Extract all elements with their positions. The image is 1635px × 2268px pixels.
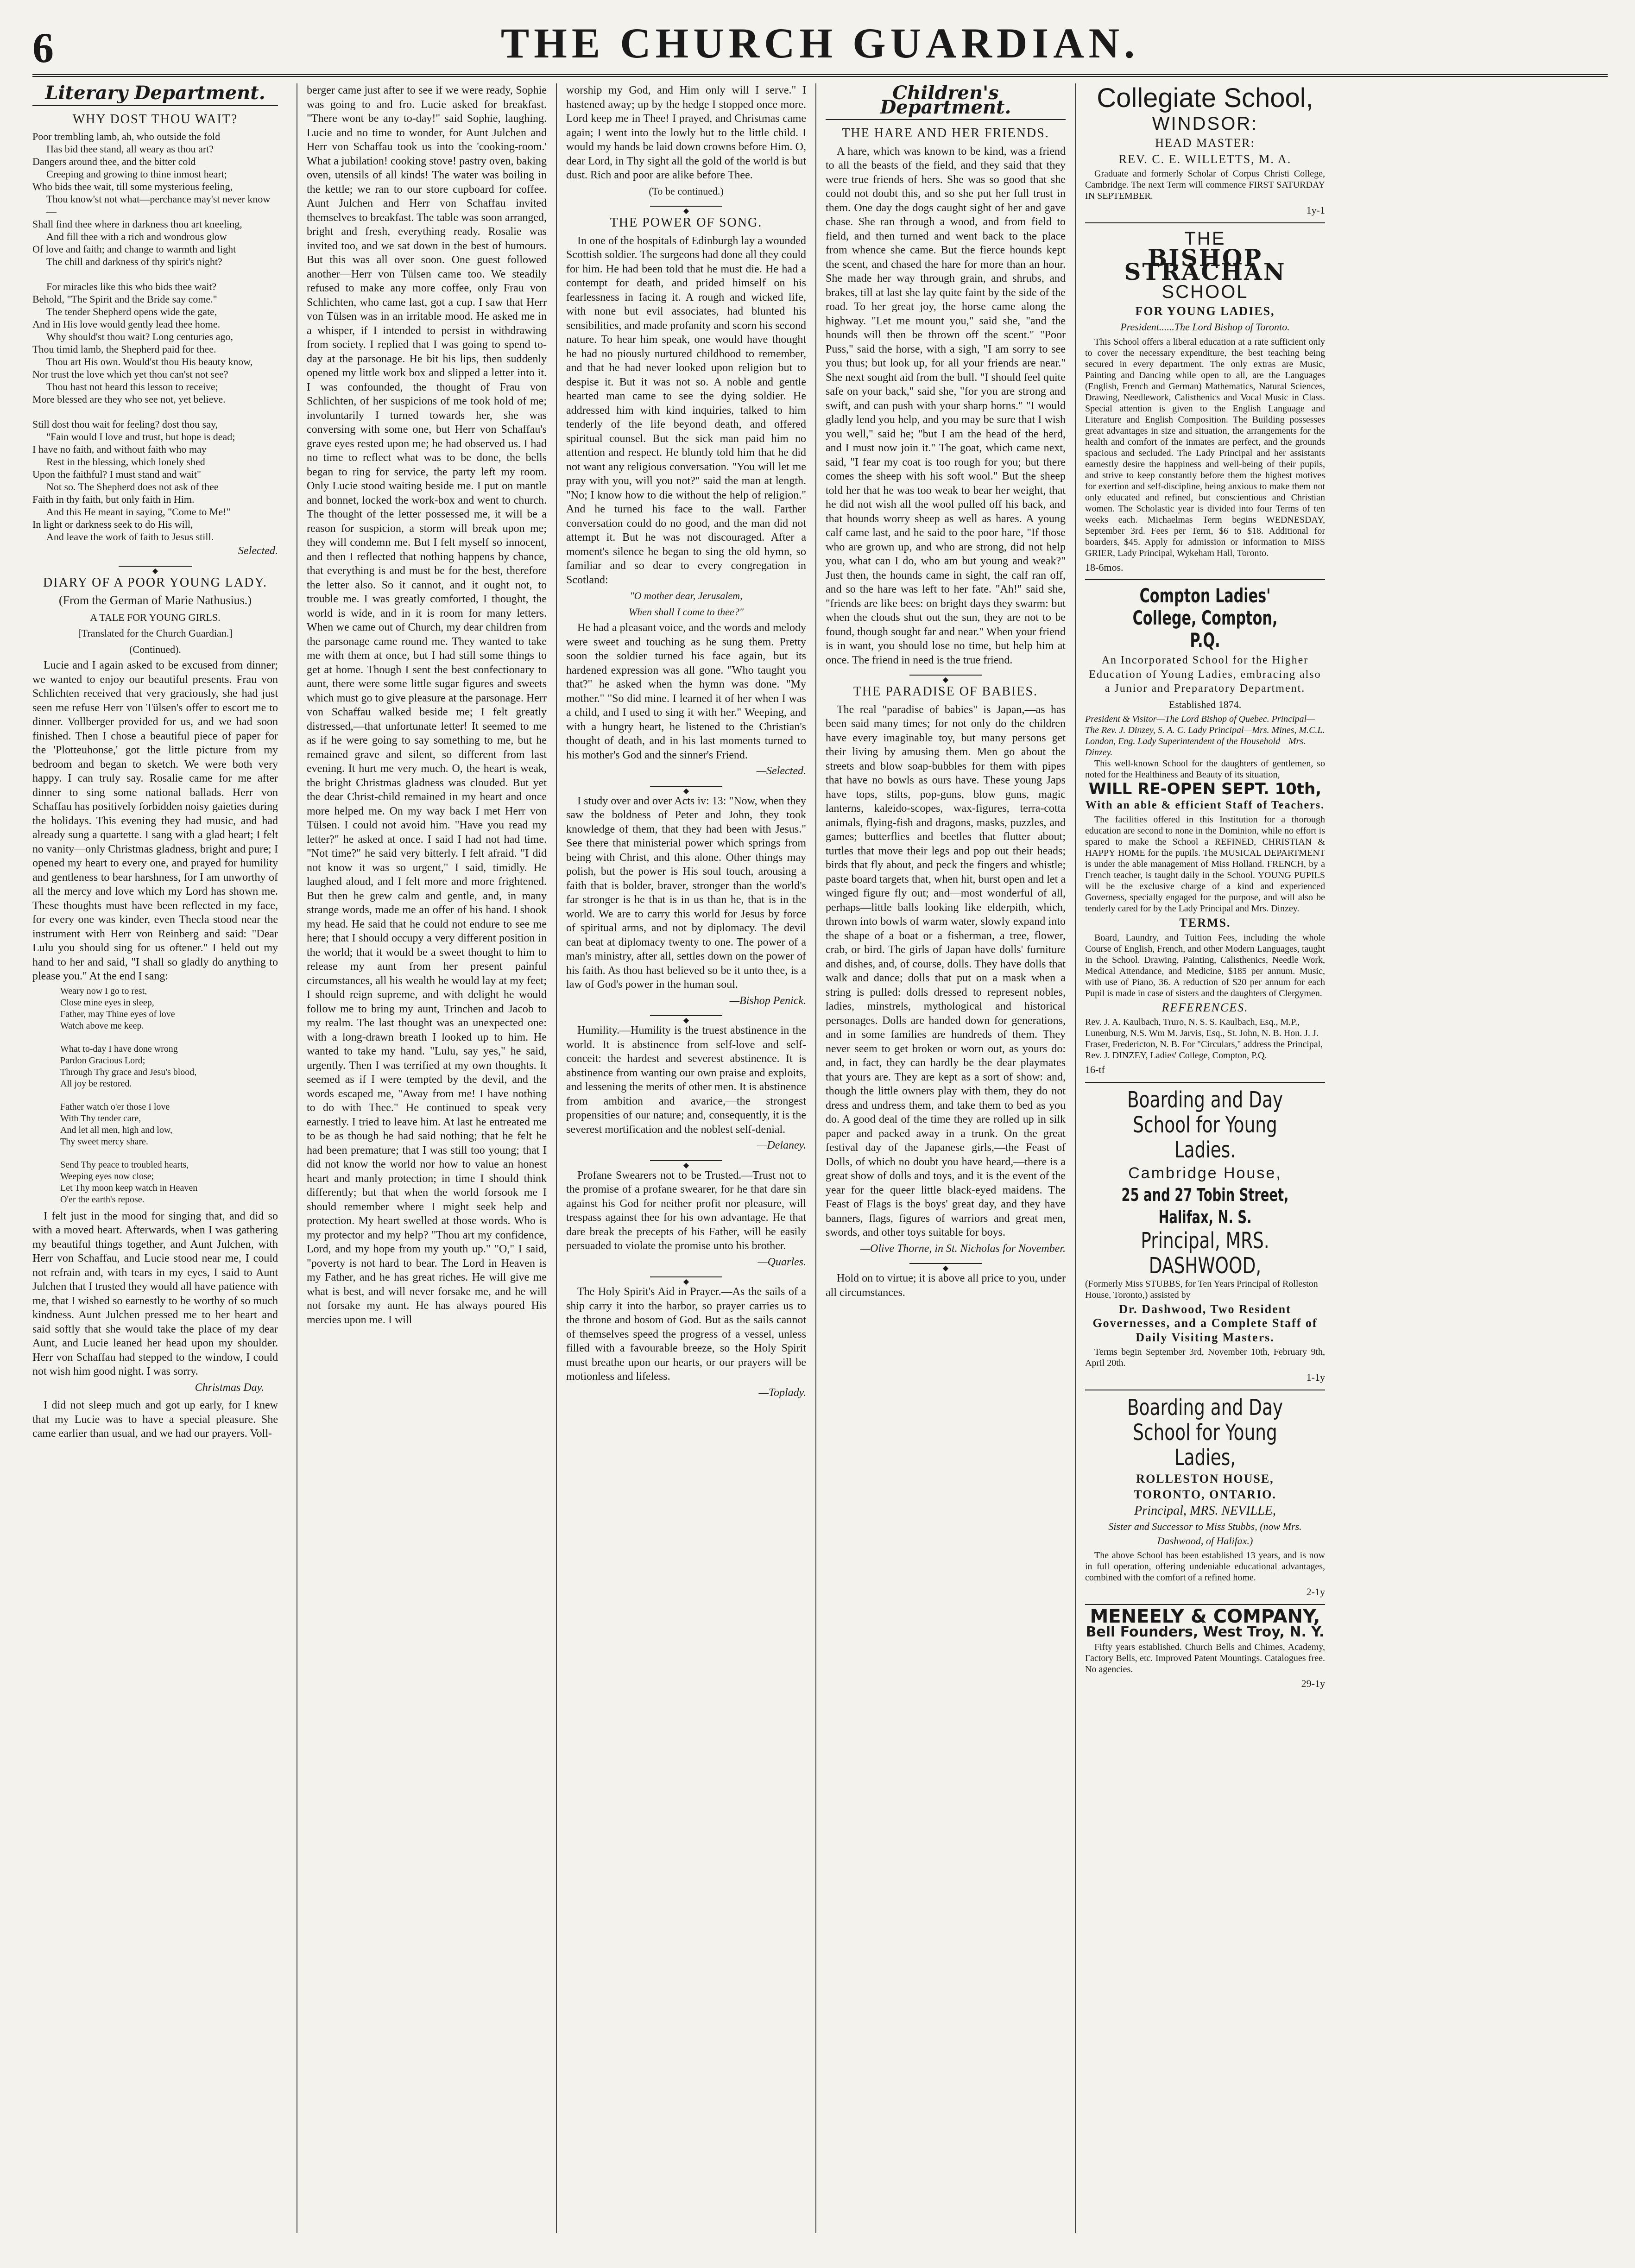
poem-line: Rest in the blessing, which lonely shed [46, 456, 205, 467]
verse-line: Pardon Gracious Lord; [60, 1055, 145, 1066]
poem-line: And leave the work of faith to Jesus still. [46, 531, 214, 543]
poem-line: Thou art His own. Would'st thou His beauty know, [46, 356, 253, 367]
story-continued: (Continued). [129, 643, 181, 655]
poem-line [32, 268, 278, 280]
masthead [32, 19, 1608, 77]
story-paragraph: Lucie and I again asked to be excused from dinner; we wanted to enjoy our beautiful presents. Frau von Schlichten received that very graciously, she had just seen me refuse Herr von Tülsen's offer to escort me to dinner. Vollberger provided for us, and we had soon finished. Then I chose a beautiful piece of paper for the 'Plotteuhonse,' got the little picture from my bedroom and began to sketch. We were both very happy. I can truly say. Rosalie came for me after dinner to sing some national ballads. Herr von Schaffau has positively forbidden noisy gaieties during the holidays. This evening they had music, and had already sung a quartette. I sang with a glad heart; I felt no vanity—only Christmas gladness, bright and pure; I opened my heart to every one, and prayed for humility and gentleness to bear harshness, for I am unworthy of all the mercy and love which my Lord has shown me. These thoughts must have been reflected in my face, for every one was kinder, even Thecla stood near the instrument with Herr von Reinberg and said: "Dear Lulu you should sing for us oftener." I held out my hand to her and said, "I shall so gladly do anything to please you." At the end I sang: [32, 659, 278, 982]
poem-line: For miracles like this who bids thee wait? [46, 281, 217, 292]
article-paragraph: A hare, which was known to be kind, was a friend to all the beasts of the field, and they said that they were true friends of hers. She was so good that she could not doubt this, and so she put her full trust in them. One day the dogs caught sight of her and gave chase. She ran through a wood, and from field to field, and then turned and went back to the place from whence she came. But the fierce hounds kept the scent, and chased the hare for more than an hour. She made her way through grain, and shrubs, and brakes, till at last she lay quite faint by the side of the road. To her great joy, the horse came along the highway. "Let me mount you," said she, "and the hounds will then be thrown off the scent." "Poor Puss," said the horse, with a sigh, "I am sorry to see you thus; but look up, for all your friends are near." She next sought aid from the bull. "I should feel quite safe on your back," said she, "for you are strong and swift, and can push with your sharp horns." "I would gladly lend you help, and you may be sure that I wish you well," said he; "but I am the head of the herd, and I must now join it." The goat, which came next, said, "I fear my coat is too rough for you; but there comes the sheep with his soft wool." But the sheep told her that he was too weak to bear her weight, that he did not wish all the wool pulled off his back, and that hounds worry sheep as well as hares. A young calf came last, and he said to the poor hare, "If those who are grown up, and who are strong, did not help you, what can I do, who am but young and weak?" Just then, the hounds came in sight, the calf ran off, and so the hare was left to her fate. "Ah!" said she, "friends are like bees: on bright days they swarm: but when the clouds shut out the sun, they are not to be found, though sought far and near." When your friend is in want, you should lose no time, but help him at once. The friend in need is the true friend. [826, 145, 1066, 666]
verse-line: Close mine eyes in sleep, [60, 997, 154, 1008]
story-title: DIARY OF A POOR YOUNG LADY. [43, 575, 267, 590]
verse-line: Weeping eyes now close; [60, 1171, 154, 1181]
ad-code: 16-tf [1085, 1064, 1105, 1075]
ad-bishop-school: SCHOOL [1162, 281, 1249, 302]
poem-line: Why should'st thou wait? Long centuries ago, [46, 331, 233, 342]
newspaper-page [32, 19, 1608, 2243]
article-title-power-of-song: THE POWER OF SONG. [610, 215, 763, 230]
ad-meneely-title: MENEELY & COMPANY, [1090, 1605, 1320, 1627]
ad-meneely-sub: Bell Founders, West Troy, N. Y. [1086, 1624, 1325, 1640]
ad-bishop-strachan-title: BISHOP STRACHAN [1124, 244, 1286, 285]
verse-line: O'er the earth's repose. [60, 1194, 145, 1205]
poem-line: And in His love would gently lead thee home. [32, 318, 221, 330]
ad-compton-staff: President & Visitor—The Lord Bishop of Quebec. Principal—The Rev. J. Dinzey, S. A. C. Lady Principal—Mrs. Mines, M.C.L. London, Eng. Lady Superintendent of the Household—Mrs. Dinzey. [1085, 714, 1325, 758]
hymn-line: "O mother dear, Jerusalem, [630, 590, 743, 601]
story-ending: worship my God, and Him only will I serve." I hastened away; up by the hedge I stopped once more. Lord keep me in Thee! I prayed, and Christmas came again; I went into the lowly hut to the little child. I would my hands be laid down crowns before Him. O, dear Lord, in Thy sight all the gold of the world is but dust. Rich and poor are alike before Thee. [566, 84, 806, 181]
column-1: Literary Department. WHY DOST THOU WAIT? Poor trembling lamb, ah, who outside the fold Has bid thee stand, all weary as thou art? Dangers around thee, and the bitter cold Creeping and growing to thine inmost heart; Who bids thee wait, till some mysterious feeling, Thou know'st not what—perchance may'st never know— Shall find thee where in darkness thou art kneeling, And fill thee with a rich and wondrous glow Of love and faith; and change to warmth and light The chill and darkness of thy spirit's night? For miracles like this who bids thee wait? Behold, "The Spirit and the Bride say come." The tender Shepherd opens wide the gate, And in His love would gently lead thee home. Why should'st thou wait? Long centuries ago, Thou timid lamb, the Shepherd paid for thee. Thou art His own. Would'st thou His beauty know, Nor trust the love which yet thou can'st not see? Thou hast not heard this lesson to receive; More blessed are they who see not, yet believe. Still dost thou wait for feeling? dost thou say, "Fain would I love and trust, but hope is dead; I have no faith, and without faith who may Rest in the blessing, which lonely shed Upon the faithful? I must stand and wait" Not so. The Shepherd does not ask of thee Faith in thy faith, but only faith in Him. And this He meant in saying, "Come to Me!" In light or darkness seek to do His will, And leave the work of faith to Jesus still. Selected. ◆ DIARY OF A POOR YOUNG LADY. (From the German of Marie Nathusius.) A TALE FOR YOUNG GIRLS. [Translated for the Church Guardian.] (Continued). Lucie and I again asked to be excused from dinner; we wanted to enjoy our beautiful presents. Frau von Schlichten received that very graciously, she had just seen me refuse Herr von Tülsen's offer to escort me to dinner. Vollberger provided for us, and we had soon finished. Then I chose a beautiful piece of paper for the 'Plotteuhonse,' got the little picture from my bedroom and began to sketch. We were both very happy. I can truly say. Rosalie came for me after dinner to sing some national ballads. Herr von Schaffau has positively forbidden noisy gaieties during the holidays. This evening they had music, and had already sung a quartette. I sang with a glad heart; I felt no vanity—only Christmas gladness, bright and pure; I opened my heart to every one, and prayed for humility and gentleness to bear harshness, for I am unworthy of all the mercy and love which my Lord has shown me. These thoughts must have been reflected in my face, for every one was kinder, even Thecla stood near the instrument with Herr von Reinberg and said: "Dear Lulu you should sing for us oftener." I held out my hand to her and said, "I shall so gladly do anything to please you." At the end I sang: Weary now I go to rest, Close mine eyes in sleep, Father, may Thine eyes of love Watch above me keep. What to-day I have done wrong Pardon Gracious Lord; Through Thy grace and Jesu's blood, All joy be restored. Father watch o'er those I love With Thy tender care, And let all men, high and low, Thy sweet mercy share. Send Thy peace to troubled hearts, Weeping eyes now close; Let Thy moon keep watch in Heaven O'er the earth's repose. I felt just in the mood for singing that, and did so with a moved heart. Afterwards, when I was gathering my beautiful things together, and Aunt Julchen, with Herr von Schaffau, and Lucie stood near me, I could not refrain and, with tears in my eyes, I said to Aunt Julchen that I trusted they would all have patience with me, that I wished so earnestly to be worthy of so much kindness. Aunt Julchen pressed me to her heart and said softly that she would take the place of my dear Aunt, and Lucie leaned her head upon my shoulder. Herr von Schaffau had stepped to the window, I could not wish him good night. I was sorry. Christmas Day. I did not sleep much and got up early, for I knew that my Lucie was to have a special pleasure. She came earlier than usual, and we had our prayers. Voll- [32, 83, 287, 2233]
article-paragraph: Hold on to virtue; it is above all price to you, under all circumstances. [826, 1272, 1066, 1299]
poem-line: Not so. The Shepherd does not ask of thee [46, 481, 219, 493]
ad-rolleston-house: ROLLESTON HOUSE, [1136, 1472, 1274, 1485]
poem-line: More blessed are they who see not, yet believe. [32, 393, 226, 405]
poem-line: The tender Shepherd opens wide the gate, [46, 306, 217, 317]
ad-tobin-street-address: 25 and 27 Tobin Street, Halifax, N. S. [1121, 1184, 1289, 1227]
ad-code: 1y-1 [1306, 204, 1325, 216]
poem-line: Thou know'st not what—perchance may'st never know— [46, 193, 271, 217]
article-signature: —Quarles. [758, 1256, 806, 1268]
poem-line: And fill thee with a rich and wondrous glow [46, 231, 227, 242]
ad-bishop-text: This School offers a liberal education at a rate sufficient only to cover the necessary expenditure, the best teaching being secured in every department. The only extras are Music, Painting and Dancing while open to all, are the Languages (English, French and German) Mathematics, Natural Sciences, Drawing, Needlework, Calisthenics and Vocal Music in Class. Special attention is given to the English Language and Literature and English Composition. The Building possesses great advantages in size and situation, the arrangements for the health and comfort of the inmates are perfect, and the grounds spacious and secluded. The Lady Principal and her assistants earnestly desire the happiness and well-being of their pupils, and strive to keep constantly before them the highest motives for exertion and self-discipline, being anxious to make them not only educated and refined, but conscientious and Christian women. The Scholastic year is divided into four Terms of ten weeks each. Michaelmas Term begins WEDNESDAY, September 3rd. Fees per Term, $6 to $18. Additional for boarders, $45. Apply for admission or information to MISS GRIER, Lady Principal, Wykeham Hall, Toronto. [1085, 336, 1325, 558]
column-3: worship my God, and Him only will I serve." I hastened away; up by the hedge I stopped once more. Lord keep me in Thee! I prayed, and Christmas came again; I went into the lowly hut to the little child. I would my hands be laid down crowns before Him. O, dear Lord, in Thy sight all the gold of the world is but dust. Rich and poor are alike before Thee. (To be continued.) ◆ THE POWER OF SONG. In one of the hospitals of Edinburgh lay a wounded Scottish soldier. The surgeons had done all they could for him. He had been told that he must die. He had a contempt for death, and prided himself on his fearlessness in facing it. A rough and wicked life, with none but evil associates, had blunted his sensibilities, and made profanity and scorn his second nature. To hear him speak, one would have thought he had no piously nurtured childhood to remember, and that he had never looked upon religion but to despise it. But it was not so. A noble and gentle hearted man came to see the dying soldier. He addressed him with kind inquiries, talked to him tenderly of the life beyond death, and offered spiritual counsel. But the sick man paid him no attention and respect. He bluntly told him that he did not want any religious conversation. "You will let me pray with you, will you not?" said the man at length. "No; I know how to die without the help of religion." And he turned his face to the wall. Farther conversation could do no good, and the man did not attempt it. But he was not discouraged. After a moment's silence he began to sing the old hymn, so familiar and so dear to every congregation in Scotland: "O mother dear, Jerusalem, When shall I come to thee?" He had a pleasant voice, and the words and melody were sweet and touching as he sung them. Pretty soon the soldier turned his face again, but its hardened expression was all gone. "Who taught you that?" he asked when the hymn was done. "My mother." "So did mine. I learned it of her when I was a child, and I used to sing it with her." Weeping, and with a hungry heart, he listened to the Christian's thought of death, and in his last moments turned to his mother's God and the sinner's Friend. —Selected. ◆ I study over and over Acts iv: 13: "Now, when they saw the boldness of Peter and John, they took knowledge of them, that they had been with Jesus." See there that ministerial power which springs from being with Christ, and this alone. Other things may polish, but the power is His soul touch, arousing a faith that is bolder, braver, stronger than the world's far stronger is he that is in us than he, that is in the world. We are to carry this world for Jesus by force of spiritual arms, and not by diplomacy. The devil can beat at diplomacy twenty to one. The power of a man's ministry, after all, settles down on the power of his faith. As thou hast believed so be it unto thee, is a law of God's power in the human soul. —Bishop Penick. ◆ Humility.—Humility is the truest abstinence in the world. It is abstinence from self-love and self-conceit: the hardest and severest abstinence. It is abstinence from wanting our own praise and exploits, and lessening the merits of other men. It is abstinence from ambition and avarice,—the strongest propensities of our nature; and, consequently, it is the severest mortification and the noblest self-denial. —Delaney. ◆ Profane Swearers not to be Trusted.—Trust not to the promise of a profane swearer, for he that dare sin against his God for neither profit nor pleasure, will trespass against thee for his own advantage. He that dare break the precepts of his Father, will be easily persuaded to violate the promise unto his brother. —Quarles. ◆ The Holy Spirit's Aid in Prayer.—As the sails of a ship carry it into the harbor, so prayer carries us to the throne and bosom of God. But as the sails cannot of themselves speed the progress of a vessel, unless filled with a favourable breeze, so the Holy Spirit must breathe upon our hearts, or our prayers will be motionless and lifeless. —Toplady. [556, 83, 815, 2233]
verse-line: And let all men, high and low, [60, 1125, 172, 1135]
ad-compton-sub: An Incorporated School for the Higher Education of Young Ladies, embracing also a Junior and Preparatory Department. [1089, 654, 1321, 695]
article-signature: —Selected. [756, 765, 806, 777]
poem-line: Thou hast not heard this lesson to receive; [46, 381, 218, 392]
verse-line: Through Thy grace and Jesu's blood, [60, 1067, 197, 1077]
poem-line: Has bid thee stand, all weary as thou art? [46, 143, 214, 155]
story-paragraph: I felt just in the mood for singing that, and did so with a moved heart. Afterwards, when I was gathering my beautiful things together, and Aunt Julchen, with Herr von Schaffau, and Lucie stood near me, I could not refrain and, with tears in my eyes, I said to Aunt Julchen that I trusted they would all have patience with me, that I wished so earnestly to be worthy of so much kindness. Aunt Julchen pressed me to her heart and said softly that she would take the place of my dear Aunt, and Lucie leaned her head upon my shoulder. Herr von Schaffau had stepped to the window, I could not wish him good night. I was sorry. [32, 1210, 278, 1377]
ad-compton-reopen: WILL RE-OPEN SEPT. 10th, [1088, 780, 1322, 798]
verse-line: With Thy tender care, [60, 1113, 141, 1124]
article-signature: —Delaney. [757, 1139, 806, 1151]
ad-code: 1-1y [1306, 1371, 1325, 1383]
article-paragraph: Humility.—Humility is the truest abstinence in the world. It is abstinence from self-love and self-conceit: the hardest and severest abstinence. It is abstinence from wanting our own praise and exploits, and lessening the merits of other men. It is abstinence from ambition and avarice,—the strongest propensities of our nature; and, consequently, it is the severest mortification and the noblest self-denial. [566, 1024, 806, 1136]
article-paragraph: He had a pleasant voice, and the words and melody were sweet and touching as he sung them. Pretty soon the soldier turned his face again, but its hardened expression was all gone. "Who taught you that?" he asked when the hymn was done. "My mother." "So did mine. I learned it of her when I was a child, and I used to sing it with her." Weeping, and with a hungry heart, he listened to the Christian's thought of death, and in his last moments turned to his mother's God and the sinner's Friend. [566, 622, 806, 761]
ad-dashwood-principal: Principal, MRS. DASHWOOD, [1141, 1227, 1269, 1279]
ad-compton-title: Compton Ladies' College, Compton, P.Q. [1132, 584, 1278, 651]
column-4: Children's Department. THE HARE AND HER FRIENDS. A hare, which was known to be kind, was a friend to all the beasts of the field, and they said that they were true friends of hers. She was so good that she could not doubt this, and so she put her full trust in them. One day the dogs caught sight of her and gave chase. She ran through a wood, and from field to field, and then turned and went back to the place from whence she came. But the fierce hounds kept the scent, and chased the hare for more than an hour. She made her way through grain, and shrubs, and brakes, till at last she lay quite faint by the side of the road. To her great joy, the horse came along the highway. "Let me mount you," said she, "and the hounds will then be thrown off the scent." "Poor Puss," said the horse, with a sigh, "I am sorry to see you thus; but look up, for all your friends are near." She next sought aid from the bull. "I should feel quite safe on your back," said she, "for you are strong and swift, and can push with your sharp horns." "I would gladly lend you help, and you may be sure that I wish you well," said he; "but I am the head of the herd, and I must now join it." The goat, which came next, said, "I fear my coat is too rough for you; but there comes the sheep with his soft wool." But the sheep told her that he was too weak to bear her weight, that he did not wish all the wool pulled off his back, and that hounds worry sheep as well as hares. A young calf came last, and he said to the poor hare, "If those who are grown up, and who are strong, did not help you, what can I do, who am but young and weak?" Just then, the hounds came in sight, the calf ran off, and so the hare was left to her fate. "Ah!" said she, "friends are like bees: on bright days they swarm: but when the clouds shut out the sun, they are not to be found, though sought far and near." When your friend is in want, you should lose no time, but help him at once. The friend in need is the true friend. ◆ THE PARADISE OF BABIES. The real "paradise of babies" is Japan,—as has been said many times; for not only do the children have every imaginable toy, but many persons get their living by amusing them. Men go about the streets and blow soap-bubbles for them with pipes that have no bowls as ours have. These young Japs have tops, stilts, pop-guns, blow guns, magic lanterns, kaleido-scopes, wax-figures, terra-cotta animals, flying-fish and dragons, masks, puzzles, and games; butterflies and beetles that flutter about; turtles that move their legs and pop out their heads; birds that fly about, and peck the fingers and whistle; paste board targets that, when hit, burst open and let a winged figure fly out; and—most wonderful of all, perhaps—little balls looking like elderpith, which, thrown into bowls of warm water, slowly expand into the shape of a boat or a fisherman, a tree, flower, crab, or bird. The girls of Japan have dolls' furniture and dishes, and, of course, dolls. They have dolls that walk and dance; dolls that put on a mask when a string is pulled: dolls dressed to represent nobles, ladies, minstrels, mythological and historical personages. Dolls are handed down for generations, and in some families are hundreds of them. They never seem to get broken or worn out, as yours do: and, in fact, they can hardly be the dear playmates that yours are. They are kept as a sort of show: and, though the little owners play with them, they do not dress and undress them, and take them to bed as you do. A good deal of the time they are rolled up in silk paper and packed away in a trunk. On the great festival day of the Japanese girls,—the Feast of Dolls, of which no doubt you have heard,—there is a great show of dolls and toys, and it is the event of the year for the queer little black-eyed maidens. The Feast of Flags is the boys' great day, and they have banners, flags, figures of warriors and great men, swords, and other toys suitable for boys. —Olive Thorne, in St. Nicholas for November. ◆ Hold on to virtue; it is above all price to you, under all circumstances. [815, 83, 1075, 2233]
column-5-advertisements [1075, 83, 1334, 2233]
verse-line: All joy be restored. [60, 1078, 132, 1089]
story-translation-note: [Translated for the Church Guardian.] [78, 627, 233, 639]
verse-line: Father watch o'er those I love [60, 1101, 170, 1112]
ad-meneely-text: Fifty years established. Church Bells and Chimes, Academy, Factory Bells, etc. Improved Patent Mountings. Catalogues free. No agencies. [1085, 1642, 1325, 1674]
ad-head-master-label: HEAD MASTER: [1155, 136, 1255, 150]
ad-collegiate-school-place: WINDSOR: [1152, 114, 1258, 134]
poem-line: In light or darkness seek to do His will, [32, 518, 193, 530]
ad-compton-staff-line: With an able & efficient Staff of Teachers. [1085, 799, 1325, 811]
story-continuation: berger came just after to see if we were ready, Sophie was going to and fro. Lucie asked for breakfast. "There wont be any to-day!" said Sophie, laughing. Lucie and no time to wonder, for Aunt Julchen and Herr von Schaffau took us into the 'cooking-room.' What a jubilation! cooking stove! pastry oven, baking oven, utensils of all kinds! The water was boiling in the kettle; we ran to our store cupboard for coffee. Aunt Julchen and Herr von Schaffau invited themselves to breakfast. The table was soon arranged, bright and fresh, everything ready. Rosalie was invited too, and we sat down in the best of humours. But this was all over soon. One guest followed another—Herr von Tülsen came too. We steadily refused to make any more coffee, only Frau von Schlichten, who came last, got a cup. I saw that Herr von Tülsen was in an irritable mood. He asked me in a whisper, if I intended to persist in withdrawing from society. I replied that I was going to spend to-day at the parsonage. He bit his lips, then suddenly opened my little work box and slipped a letter into it. I was confounded, the thought of Frau von Schlichten, of her suspicions of me took hold of me; involuntarily I turned towards her, she was conversing with some one, but Herr von Schaffau's grave eyes rested upon me; he had observed us. I had no time to reflect what was to be done, the bells began to ring for service, the party left my room. Only Lucie stood waiting beside me. I put on mantle and bonnet, locked the work-box and went to church. The thought of the letter possessed me, it will be a reason for suspicion, a storm will break upon me; they will condemn me. But I felt myself so innocent, and then I reflected that nothing happens by chance, that everything is and must be for the best, therefore the letter also. So it cannot, and it ought not, to trouble me. I was greatly comforted, I thought, the world is wide, and in it is room for many letters. When we came out of Church, my dear children from the parsonage came round me. They wanted to take me with them at once, but I had still some things to get at home. Though I sent the best confectionary to aunt, there were some little sugar figures and sweets which must go to give pleasure at the parsonage. Herr von Schaffau walked beside me; I felt greatly distressed,—that unfortunate letter! It seemed to me as if he were going to say something to me, but he remained grave and silent, so different from last evening. It hurt me very much. O, the heart is weak, the bright Christmas gladness was clouded. But yet the dear Christ-child remained in my heart and once more helped me. On my way back I met Herr von Tülsen. I could not avoid him. "Have you read my letter?" he asked at once. I said I had not had time. "Not time?" he said very bitterly. I felt afraid. "I did not know it was so urgent," I said, timidly. He laughed aloud, and I felt more and more frightened. But then he grew calm and gentle, and, in many strange words, made me an offer of his hand. I shook my head. He said that he could not endure to see me here; that I should occupy a very different position in the world; that it would be a sweet thought to him to release my aunt from her present painful circumstances, all his wealth he would lay at my feet; I should reign supreme, and with delight he would follow me to bring my aunt, Trinchen and Jacob to my realm. The last thought was an unexpected one: with a long-drawn breath I looked up to him. He wanted to take my hand. "Lulu, say yes," he said, urgently. Then I was terrified at my own thoughts. It seemed as if I were tempted by the devil, and the words escaped me, "Away from me! I have nothing to do with Thee." He continued to speak very earnestly. I tried to leave him. At last he entreated me to be as though he had said nothing; that he felt he had been premature; that I was still too young; that I did not know the world nor how to value an honest heart and manly protection; in time I should think differently; but that when the world forsook me I should remember where I might seek help and protection. My heart swelled at those words. Who is my protector and my help? "Thou art my confidence, Lord, and my hope from my youth up." "O," I said, "poverty is not hard to bear. The Lord in Heaven is my Father, and he has great riches. He will give me what is best, and will never forsake me, and he will not forsake my aunt. He has always poured His mercies upon me. I will [307, 84, 547, 1326]
poem [32, 130, 278, 543]
poem-line: I have no faith, and without faith who may [32, 443, 207, 455]
hymn-line: When shall I come to thee?" [628, 606, 744, 618]
verse-line: Let Thy moon keep watch in Heaven [60, 1182, 198, 1193]
poem-line: The chill and darkness of thy spirit's night? [46, 256, 222, 267]
ad-rolleston-text: The above School has been established 13 years, and is now in full operation, offering undeniable educational advantages, combined with the comfort of a refined home. [1085, 1550, 1325, 1583]
verse-line: Send Thy peace to troubled hearts, [60, 1159, 189, 1170]
ad-bishop-the: THE [1184, 228, 1226, 249]
poem-line: And this He meant in saying, "Come to Me!" [46, 506, 231, 518]
verse-line: Father, may Thine eyes of love [60, 1009, 175, 1019]
story-source: (From the German of Marie Nathusius.) [59, 594, 252, 607]
ad-code: 29-1y [1301, 1677, 1325, 1689]
article-paragraph: The real "paradise of babies" is Japan,—as has been said many times; for not only do the children have every imaginable toy, but many persons get their living by amusing them. Men go about the streets and blow soap-bubbles for them with pipes that have no bowls as ours have. These young Japs have tops, stilts, pop-guns, blow guns, magic lanterns, kaleido-scopes, wax-figures, terra-cotta animals, flying-fish and dragons, masks, puzzles, and games; butterflies and beetles that flutter about; turtles that move their legs and pop out their heads; birds that fly about, and peck the fingers and whistle; paste board targets that, when hit, burst open and let a winged figure fly out; and—most wonderful of all, perhaps—little balls looking like elderpith, which, thrown into bowls of warm water, slowly expand into the shape of a boat or a fisherman, a tree, flower, crab, or bird. The girls of Japan have dolls' furniture and dishes, and, of course, dolls. They have dolls that walk and dance; dolls that put on a mask when a string is pulled: dolls dressed to represent nobles, ladies, minstrels, mythological and historical personages. Dolls are handed down for generations, and in some families are hundreds of them. They never seem to get broken or worn out, as yours do: and, in fact, they can hardly be the dear playmates that yours are. They are kept as a sort of show: and, though the little owners play with them, they do not dress and undress them, and take them to bed as you do. A good deal of the time they are rolled up in silk paper and packed away in a trunk. On the great festival day of the Japanese girls,—the Feast of Dolls, of which no doubt you have heard,—there is a great show of dolls and toys, and it is the event of the year for the queer little black-eyed maidens. The Feast of Flags is the boys' great day, and they have banners, flags, figures of warriors and great men, swords, and other toys suitable for boys. [826, 703, 1066, 1238]
ad-cambridge-house: Cambridge House, [1128, 1164, 1282, 1182]
poem-line: Nor trust the love which yet thou can'st not see? [32, 368, 228, 380]
poem-line: Of love and faith; and change to warmth and light [32, 243, 236, 255]
ad-toronto-ontario: TORONTO, ONTARIO. [1134, 1488, 1276, 1501]
verse-line [32, 1090, 278, 1101]
article-paragraph: I study over and over Acts iv: 13: "Now, when they saw the boldness of Peter and John, they took knowledge of them, that they had been with Jesus." See there that ministerial power which springs from being with Christ, and this alone. Other things may polish, but the power is His soul touch, arousing a faith that is bolder, braver, stronger than the world's far stronger is he that is in us than he, that is in the world. We are to carry this world for Jesus by force of spiritual arms, and not by diplomacy. The devil can beat at diplomacy twenty to one. The power of a man's ministry, after all, settles down on the power of his faith. As thou hast believed so be it unto thee, is a law of God's power in the human soul. [566, 795, 806, 991]
ad-code: 2-1y [1306, 1586, 1325, 1598]
article-signature: —Toplady. [758, 1386, 806, 1399]
verse-line: Watch above me keep. [60, 1020, 144, 1031]
poem-line: Upon the faithful? I must stand and wait" [32, 468, 201, 480]
poem-title: WHY DOST THOU WAIT? [72, 112, 238, 126]
article-paragraph: The Holy Spirit's Aid in Prayer.—As the sails of a ship carry it into the harbor, so prayer carries us to the throne and bosom of God. But as the sails cannot of themselves speed the progress of a vessel, unless filled with a favourable breeze, so the Holy Spirit must breathe upon our hearts, or our prayers will be motionless and lifeless. [566, 1286, 806, 1383]
article-paragraph: In one of the hospitals of Edinburgh lay a wounded Scottish soldier. The surgeons had done all they could for him. He had been told that he must die. He had a contempt for death, and prided himself on his fearlessness in facing it. A rough and wicked life, with none but evil associates, had blunted his sensibilities, and made profanity and scorn his second nature. To hear him speak, one would have thought he had no piously nurtured childhood to remember, and that he had never looked upon religion but to despise it. But it was not so. A noble and gentle hearted man came to see the dying soldier. He addressed him with kind inquiries, talked to him tenderly of the life beyond death, and offered spiritual counsel. But the sick man paid him no attention and respect. He bluntly told him that he did not want any religious conversation. "You will let me pray with you, will you not?" said the man at length. "No; I know how to die without the help of religion." And he turned his face to the wall. Farther conversation could do no good, and the man did not attempt it. But he was not discouraged. After a moment's silence he began to sing the old hymn, so familiar and so dear to every congregation in Scotland: [566, 234, 806, 586]
verse-line: What to-day I have done wrong [60, 1043, 178, 1054]
ad-head-master-name: REV. C. E. WILLETTS, M. A. [1118, 152, 1292, 166]
ad-compton-text: This well-known School for the daughters of gentlemen, so noted for the Healthiness and Beauty of its situation, [1085, 758, 1325, 780]
ad-neville-sub: Sister and Successor to Miss Stubbs, (now Mrs. Dashwood, of Halifax.) [1108, 1521, 1302, 1547]
verse-line [32, 1032, 278, 1043]
ad-collegiate-school-title: Collegiate School, [1097, 83, 1313, 113]
ad-compton-established: Established 1874. [1168, 698, 1242, 710]
poem-line: Still dost thou wait for feeling? dost thou say, [32, 418, 218, 430]
ad-bishop-president: President......The Lord Bishop of Toronto. [1120, 321, 1290, 333]
verse-line [32, 1148, 278, 1159]
story-date-heading: Christmas Day. [195, 1381, 264, 1394]
poem-line: Who bids thee wait, till some mysterious feeling, [32, 181, 233, 192]
poem-line: Shall find thee where in darkness thou art kneeling, [32, 218, 242, 230]
article-title-paradise-of-babies: THE PARADISE OF BABIES. [853, 684, 1038, 699]
poem-line: Faith in thy faith, but only faith in Him. [32, 493, 195, 505]
article-title-hare: THE HARE AND HER FRIENDS. [842, 126, 1049, 140]
poem-line: Poor trembling lamb, ah, who outside the fold [32, 131, 221, 142]
ad-collegiate-text: Graduate and formerly Scholar of Corpus Christi College, Cambridge. The next Term will commence FIRST SATURDAY IN SEPTEMBER. [1085, 169, 1325, 201]
ad-dashwood-terms: Terms begin September 3rd, November 10th, February 9th, April 20th. [1085, 1347, 1325, 1368]
page-number: 6 [32, 24, 54, 71]
story-tale-heading: A TALE FOR YOUNG GIRLS. [90, 611, 221, 623]
ad-compton-text: The facilities offered in this Institution for a thorough education are second to none in the Dominion, while no effort is spared to make the School a REFINED, CHRISTIAN & HAPPY HOME for the pupils. The MUSICAL DEPARTMENT is under the able management of Miss Holland. FRENCH, by a French teacher, is taught daily in the School. YOUNG PUPILS will be the exclusive charge of a kind and experienced Governess, specially engaged for the purpose, and will also be tenderly cared for by the Lady Principal and Mrs. Dinzey. [1085, 815, 1325, 914]
ad-compton-terms: TERMS. [1179, 916, 1231, 929]
poem-line: Creeping and growing to thine inmost heart; [46, 168, 227, 180]
article-signature: —Bishop Penick. [729, 994, 806, 1007]
ad-dashwood-staff: Dr. Dashwood, Two Resident Governesses, and a Complete Staff of Daily Visiting Masters. [1092, 1302, 1318, 1344]
poem-line: "Fain would I love and trust, but hope is dead; [46, 431, 235, 442]
hymn-verse [32, 986, 278, 1206]
poem-line [32, 405, 278, 418]
poem-line: Dangers around thee, and the bitter cold [32, 156, 196, 167]
poem-signature: Selected. [238, 545, 278, 557]
column-2 [297, 83, 556, 2233]
ad-compton-text: Board, Laundry, and Tuition Fees, including the whole Course of English, French, and other Modern Languages, taught in the School. Drawing, Painting, Calisthenics, Needle Work, Medical Attendance, and Medicine, $185 per annum. Music, with use of Piano, 36. A reduction of $20 per annum for each Pupil is made in case of sisters and the daughters of Clergymen. [1085, 932, 1325, 998]
article-paragraph: Profane Swearers not to be Trusted.—Trust not to the promise of a profane swearer, for he that dare sin against his God for neither profit nor pleasure, will trespass against thee for his own advantage. He that dare break the precepts of his Father, will be easily persuaded to violate the promise unto his brother. [566, 1169, 806, 1252]
literary-department-heading: Literary Department. [45, 83, 265, 104]
to-be-continued: (To be continued.) [649, 185, 724, 197]
story-paragraph: I did not sleep much and got up early, for I knew that my Lucie was to have a special pleasure. She came earlier than usual, and we had our prayers. Voll- [32, 1399, 278, 1440]
ad-bishop-for: FOR YOUNG LADIES, [1135, 304, 1275, 318]
ad-boarding-halifax-title: Boarding and Day School for Young Ladies. [1127, 1087, 1283, 1163]
ad-boarding-toronto-title: Boarding and Day School for Young Ladies, [1127, 1394, 1283, 1471]
verse-line: Thy sweet mercy share. [60, 1136, 148, 1147]
ad-code: 18-6mos. [1085, 561, 1124, 573]
childrens-department-heading: Children's Department. [880, 83, 1011, 118]
poem-line: Thou timid lamb, the Shepherd paid for thee. [32, 343, 216, 355]
poem-line: Behold, "The Spirit and the Bride say come." [32, 293, 217, 305]
ad-compton-references: REFERENCES. [1162, 1000, 1249, 1014]
newspaper-title: THE CHURCH GUARDIAN. [500, 19, 1140, 67]
article-signature: —Olive Thorne, in St. Nicholas for November. [860, 1242, 1066, 1255]
ad-dashwood-text: (Formerly Miss STUBBS, for Ten Years Principal of Rolleston House, Toronto,) assisted by [1085, 1278, 1318, 1300]
ad-neville-principal: Principal, MRS. NEVILLE, [1134, 1503, 1276, 1518]
ad-compton-text: Rev. J. A. Kaulbach, Truro, N. S. S. Kaulbach, Esq., M.P., Lunenburg, N.S. Wm M. Jarvis, Esq., St. John, N. B. Hon. J. J. Fraser, Fredericton, N. B. For "Circulars," address the Principal, Rev. J. DINZEY, Ladies' College, Compton, P.Q. [1085, 1017, 1323, 1061]
verse-line: Weary now I go to rest, [60, 986, 147, 996]
